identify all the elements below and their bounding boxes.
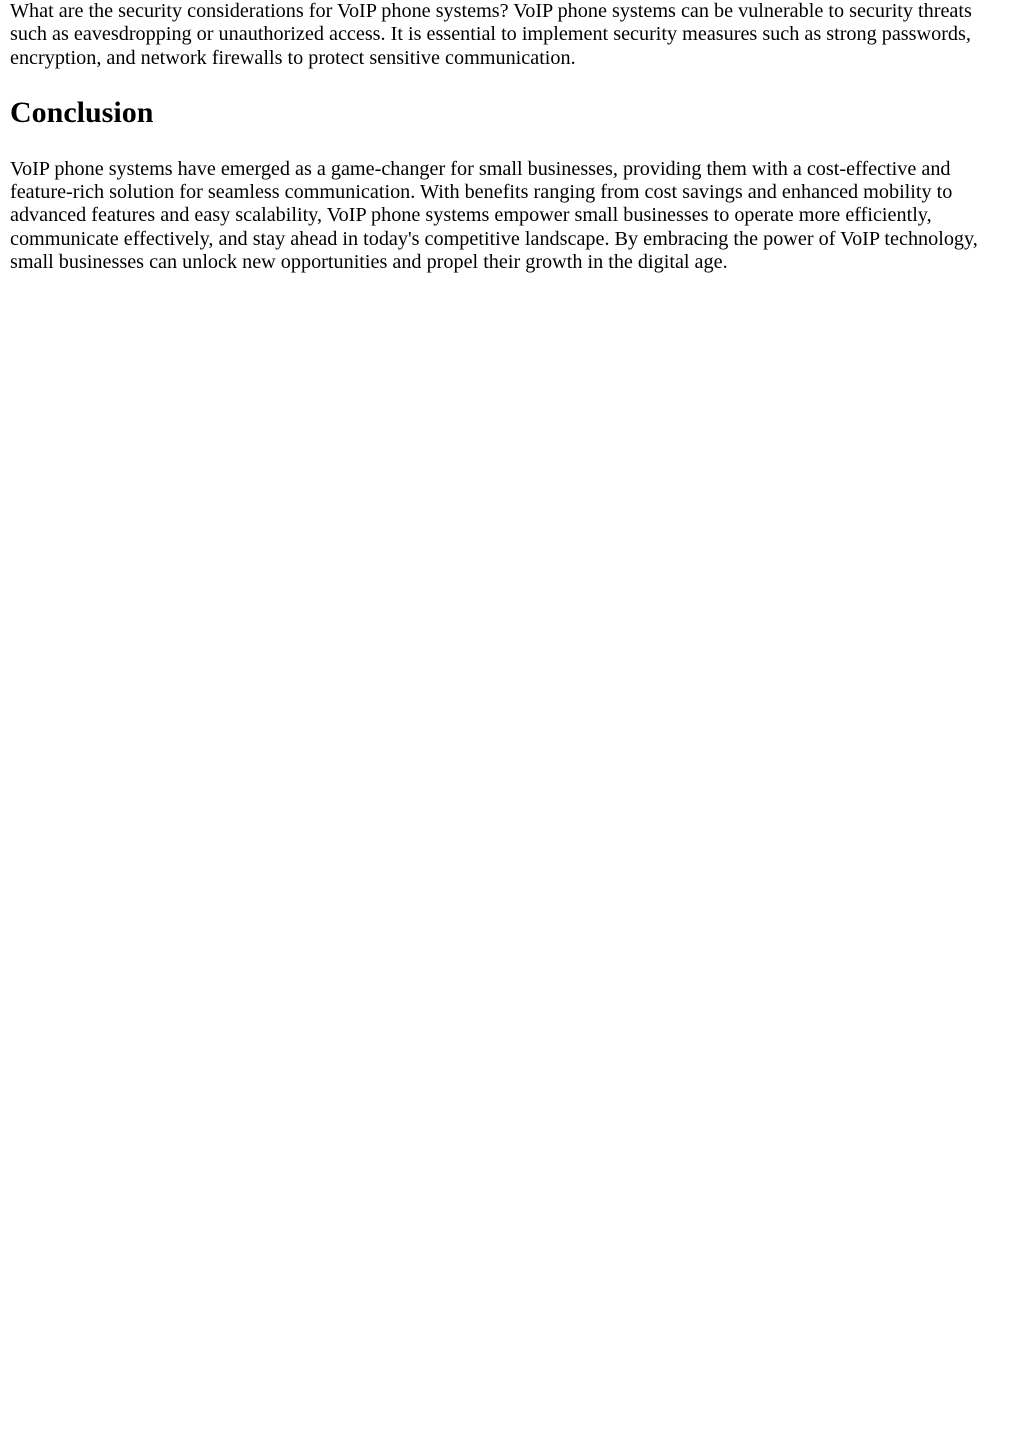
- article-page: [0, 0, 1024, 274]
- conclusion-heading: Conclusion: [10, 95, 154, 129]
- conclusion-paragraph: VoIP phone systems have emerged as a game-changer for small businesses, providing them with a cost-effective and feature-rich solution for seamless communication. With benefits ranging from cost savings and enhanced mobility to advanced features and easy scalability, VoIP phone systems empower small businesses to operate more efficiently, communicate effectively, and stay ahead in today's competitive landscape. By embracing the power of VoIP technology, small businesses can unlock new opportunities and propel their growth in the digital age.: [10, 157, 978, 274]
- faq-security-paragraph: What are the security considerations for VoIP phone systems? VoIP phone systems can be vulnerable to security threats such as eavesdropping or unauthorized access. It is essential to implement security measures such as strong passwords, encryption, and network firewalls to protect sensitive communication.: [10, 0, 972, 69]
